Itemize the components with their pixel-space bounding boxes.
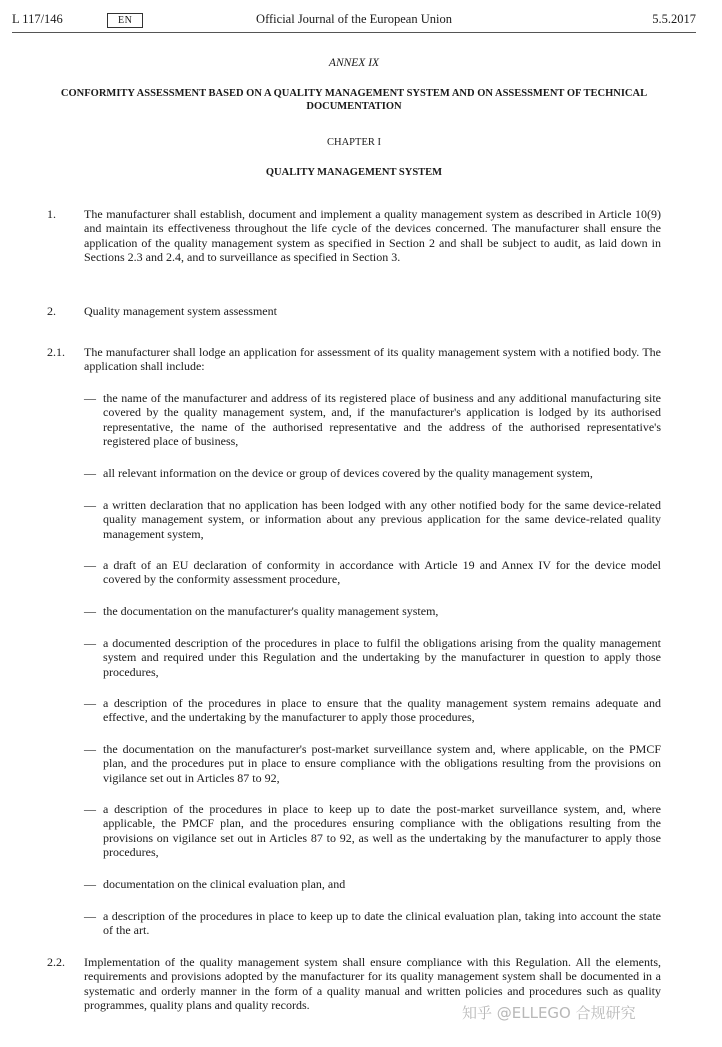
chapter-label: CHAPTER I (327, 137, 381, 148)
list-item-text: a documented description of the procedures in place to fulfil the obligations arising from the quality management system and required under this Regulation and the undertaking by the manufacturer in question to apply those procedures, (103, 636, 661, 679)
watermark: 知乎 @ELLEGO 合规研究 (462, 1004, 636, 1022)
chapter-title: QUALITY MANAGEMENT SYSTEM (265, 167, 443, 178)
section-number: 1. (47, 207, 56, 221)
list-item-text: the name of the manufacturer and address of its registered place of business and any additional manufacturing site covered by the quality management system, and, if the manufacturer's application is lodged by its authorised representative, the name of the authorised representative and the address of the authorised representative's registered place of business, (103, 391, 661, 449)
section-text: Implementation of the quality management system shall ensure compliance with this Regulation. All the elements, requirements and provisions adopted by the manufacturer for its quality management system shall be documented in a systematic and orderly manner in the form of a quality manual and written policies and procedures such as quality programmes, quality plans and quality records. (84, 955, 661, 1013)
dash-marker: — (84, 466, 96, 480)
list-item-text: a draft of an EU declaration of conformity in accordance with Article 19 and Annex IV for the device model covered by the conformity assessment procedure, (103, 558, 661, 587)
dash-marker: — (84, 391, 96, 405)
list-item-text: the documentation on the manufacturer's post-market surveillance system and, where applicable, on the PMCF plan, and the procedures put in place to ensure compliance with the obligations resulting from the provisions on vigilance set out in Articles 87 to 92, (103, 742, 661, 785)
list-item-text: a description of the procedures in place to ensure that the quality management system remains adequate and effective, and the undertaking by the manufacturer to apply those procedures, (103, 696, 661, 725)
dash-marker: — (84, 636, 96, 650)
section-number: 2. (47, 304, 56, 318)
dash-marker: — (84, 696, 96, 710)
dash-marker: — (84, 742, 96, 756)
section-heading: Quality management system assessment (84, 304, 277, 318)
dash-marker: — (84, 498, 96, 512)
list-item-text: all relevant information on the device or group of devices covered by the quality management system, (103, 466, 593, 480)
section-text: The manufacturer shall lodge an application for assessment of its quality management system with a notified body. The application shall include: (84, 345, 661, 374)
dash-marker: — (84, 558, 96, 572)
journal-title: Official Journal of the European Union (256, 12, 452, 26)
dash-marker: — (84, 909, 96, 923)
list-item-text: documentation on the clinical evaluation plan, and (103, 877, 346, 891)
section-text: The manufacturer shall establish, document and implement a quality management system as described in Article 10(9) and maintain its effectiveness throughout the life cycle of the devices concerned. The manufacturer shall ensure the application of the quality management system as specified in Section 2 and shall be subject to audit, as laid down in Sections 2.3 and 2.4, and to surveillance as specified in Section 3. (84, 207, 661, 265)
dash-marker: — (84, 802, 96, 816)
header-divider (12, 32, 696, 33)
section-number: 2.2. (47, 955, 65, 969)
dash-marker: — (84, 877, 96, 891)
dash-marker: — (84, 604, 96, 618)
list-item-text: the documentation on the manufacturer's quality management system, (103, 604, 439, 618)
publication-date: 5.5.2017 (652, 12, 696, 26)
annex-title: CONFORMITY ASSESSMENT BASED ON A QUALITY MANAGEMENT SYSTEM AND ON ASSESSMENT OF TECHNICAL DOCUMENTATION (60, 88, 648, 112)
journal-header (12, 12, 696, 32)
page-reference: L 117/146 (12, 12, 63, 26)
annex-label: ANNEX IX (328, 57, 380, 69)
section-number: 2.1. (47, 345, 65, 359)
list-item-text: a description of the procedures in place to keep up to date the clinical evaluation plan, taking into account the state of the art. (103, 909, 661, 938)
list-item-text: a written declaration that no application has been lodged with any other notified body for the same device-related quality management system, or information about any previous application for the same device-related quality management system, (103, 498, 661, 541)
language-badge: EN (107, 13, 143, 28)
list-item-text: a description of the procedures in place to keep up to date the post-market surveillance system, and, where applicable, the PMCF plan, and the procedures ensuring compliance with the obligations resulting from the provisions on vigilance set out in Articles 87 to 92, as well as the undertaking by the manufacturer to apply those procedures, (103, 802, 661, 860)
